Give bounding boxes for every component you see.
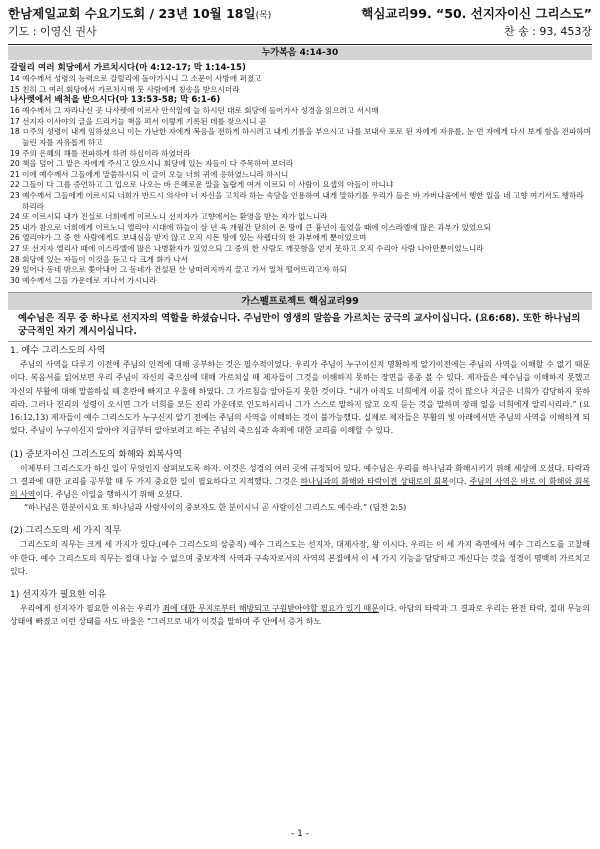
weekday-label: (목) — [255, 11, 272, 21]
prophet-need-paragraph — [10, 602, 590, 628]
verse: 28 회당에 있는 자들이 이것을 듣고 다 크게 화가 나서 — [10, 254, 189, 264]
mediator-quote: “하나님은 한분이시요 또 하나님과 사람사이의 중보자도 한 분이시니 곧 사람이신 그리스도 예수라.” (딤전 2:5) — [24, 503, 407, 513]
verse: 15 친히 그 여러 회당에서 가르치시매 뭇 사람에게 칭송을 받으시더라 — [10, 84, 240, 94]
service-date: 한남제일교회 수요기도회 / 23년 10월 18일 — [8, 6, 256, 21]
prophet-text-b: 이다. 아담의 타락과 그 결과로 우리는 완전 타락, 절대 무능의 상태에 빠졌고 이런 상태를 사도 바울은 “그러므로 내가 이것을 말하며 주 안에서 증거 하노 — [10, 603, 591, 627]
church-service-title — [8, 4, 271, 22]
verse: 17 선지자 이사야의 글을 드리거늘 책을 펴서 이렇게 기록된 데를 찾으시니 곧 — [10, 116, 267, 126]
section-heading-ministry: 1. 예수 그리스도의 사역 — [10, 346, 106, 357]
verse: 18 ㅁ주의 성령이 내게 임하셨으니 이는 가난한 자에게 복음을 전하게 하시려고 내게 기름을 부으시고 나를 보내사 포로 된 자에게 자유를, 눈 먼 자에게 다시 보게 함을 전파하며 눌린 자를 자유롭게 하고 — [10, 127, 591, 147]
verse: 20 책을 덮어 그 맡은 자에게 주시고 앉으시니 회당에 있는 자들이 다 주목하여 보더라 — [10, 159, 294, 169]
prophet-underline: 죄에 대한 무지로부터 해방되고 구원받아야할 필요가 있기 때문 — [162, 603, 379, 613]
verse: 23 예수께서 그들에게 이르시되 너희가 반드시 의사야 너 자신을 고치라 하는 속담을 인용하여 내게 말하기를 우리가 들은 바 가버나움에서 행한 일을 네 고향 여기서도 행하라 하리라 — [10, 190, 584, 211]
mediator-underline-1: 하나님과의 화해와 타락이전 상태로의 회복 — [300, 476, 449, 486]
series-title: 핵심교리99. “50. 선지자이신 그리스도” — [361, 6, 592, 21]
verse: 25 내가 참으로 너희에게 이르노니 엘리야 시대에 하늘이 삼 년 육 개월간 닫히어 온 땅에 큰 흉년이 들었을 때에 이스라엘에 많은 과부가 있었으되 — [10, 222, 491, 232]
verse: 27 또 선지자 엘리사 때에 이스라엘에 많은 나병환자가 있었으되 그 중의 한 사람도 깨끗함을 얻지 못하고 오직 수리아 사람 나아만뿐이었느니라 — [10, 243, 484, 253]
mediator-text-a: 이제부터 그리스도가 하신 일이 무엇인지 살펴보도록 하자. 이것은 성경의 여러 곳에 규정되어 있다. 예수님은 우리를 하나님과 화해시키기 위해 세상에 오셨다. 타락과 그 결과에 대한 교리를 공부할 때 두 가지 중요한 일이 필요하다고 지적했다. 그것은 — [10, 463, 590, 486]
mediator-text-c: 이다. 주님은 이일을 행하시기 위해 오셨다. — [35, 489, 183, 499]
document-header — [8, 0, 592, 45]
page-number: - 1 - — [291, 829, 309, 839]
verse: 21 이에 예수께서 그들에게 말씀하시되 이 글이 오늘 너희 귀에 응하였느니라 하시니 — [10, 169, 289, 179]
mediator-text-b: 이다. — [448, 476, 470, 486]
verse: 14 예수께서 성령의 능력으로 갈릴리에 돌아가시니 그 소문이 사방에 퍼졌고 — [10, 74, 262, 83]
section-heading-three-offices: (2) 그리스도의 세 가지 직무 — [10, 526, 122, 537]
scripture-heading-2: 나사렛에서 배척을 받으시다(마 13:53-58; 막 6:1-6) — [10, 95, 221, 106]
prayer-leader: 기도 : 이영신 권사 — [8, 25, 97, 38]
verse: 26 엘리야가 그 중 한 사람에게도 보내심을 받지 않고 오직 시돈 땅에 있는 사렙다의 한 과부에게 뿐이었으며 — [10, 233, 367, 243]
mediator-paragraph — [10, 462, 590, 502]
prophet-text-a: 우리에게 선지자가 필요한 이유는 우리가 — [20, 603, 163, 613]
doctrine-body — [8, 344, 592, 628]
verse: 16 예수께서 그 자라나신 곳 나사렛에 이르사 안식일에 늘 하시던 대로 회당에 들어가사 성경을 읽으려고 서시매 — [10, 106, 379, 116]
doctrine-summary: 예수님은 직무 중 하나로 선지자의 역할을 하셨습니다. 주님만이 영생의 말씀을 가르치는 궁극의 교사이십니다. (요6:68). 또한 하나님의 궁극적인 자기 계시이십니다. — [8, 310, 592, 342]
scripture-passage — [8, 60, 592, 286]
doctrine-band: 가스펠프로젝트 핵심교리99 — [8, 292, 592, 310]
verse: 24 또 이르시되 내가 진실로 너희에게 이르노니 선지자가 고향에서는 환영을 받는 자가 없느니라 — [10, 212, 328, 222]
section-heading-prophet-need: 1) 선지자가 필요한 이유 — [10, 589, 107, 600]
verse: 29 일어나 동네 밖으로 쫓아내어 그 동네가 건설된 산 낭떠러지까지 끌고 가서 밀쳐 떨어뜨리고자 하되 — [10, 265, 347, 275]
scripture-heading-1: 갈릴리 여러 회당에서 가르치시다(마 4:12-17; 막 1:14-15) — [10, 63, 246, 73]
verse: 22 그들이 다 그를 증언하고 그 입으로 나오는 바 은혜로운 말을 놀랍게 여겨 이르되 이 사람이 요셉의 아들이 아니냐 — [10, 180, 394, 190]
verse: 19 주의 은혜의 해를 전파하게 하려 하심이라 하였더라 — [10, 148, 191, 158]
scripture-reference-band: 누가복음 4:14-30 — [8, 46, 592, 60]
three-offices-paragraph: 그리스도의 직무는 크게 세 가지가 있다.(예수 그리스도의 삼중직) 예수 그리스도는 선지자, 대제사장, 왕 이시다. 우리는 이 세 가지 측면에서 예수 그리스도를 고찰해야 한다. 예수 그리스도의 직무는 절대 나눌 수 없으며 중보자적 사역과 구속자로서의 사역의 본질에서 이 세 가지 기능을 담당하고 계신다는 것을 성경이 명백히 가르치고 있다. — [10, 540, 590, 576]
mediator-underline-2: 주님의 사역은 바로 이 화해와 회복의 사역 — [10, 476, 590, 499]
section-heading-mediator: (1) 중보자이신 그리스도의 화해와 회복사역 — [10, 449, 182, 460]
verse: 30 예수께서 그들 가운데로 지나서 가시니라 — [10, 275, 157, 285]
hymn-numbers: 찬 송 : 93, 453장 — [503, 25, 592, 38]
ministry-paragraph: 주님의 사역을 다루기 이전에 주님의 인격에 대해 공부하는 것은 필수적이었다. 우리가 주님이 누구이신지 명확하게 알기이전에는 주님의 사역을 이해할 수 없기 때문이다. 복음서를 읽어보면 우리 주님이 자신의 죽으심에 대해 가르치실 때 제자들이 그것을 이해하지 못하는 장면을 종종 볼 수 있다. 제자들은 예수님을 이해하지 못했고 자신의 부활에 대해 말씀하실 때 혼란에 빠지고 우울해 하였다. 그 가르침을 알아듣지 못한 것이다. “내가 아직도 너희에게 이를 것이 많으나 지금은 너희가 감당하지 못하리라. 그러나 진리의 성령이 오시면 그가 너희를 모든 진리 가운데로 인도하시리니 그가 스스로 말하지 않고 오직 듣는 것을 말하며 장래 일을 너희에게 알리시리라.” (요16:12,13) 제자들이 예수 그리스도가 누구신지 알기 전에는 주님의 사역을 이해하는 것이 불가능했다. 실제로 제자들은 부활의 빛 아래에서만 주님의 사역을 이해하게 되었다. 주님이 누구이신지 알아야 지금부터 알아보려고 하는 주님의 죽으심과 속죄에 대한 교리를 이해할 수 있다. — [10, 360, 590, 436]
